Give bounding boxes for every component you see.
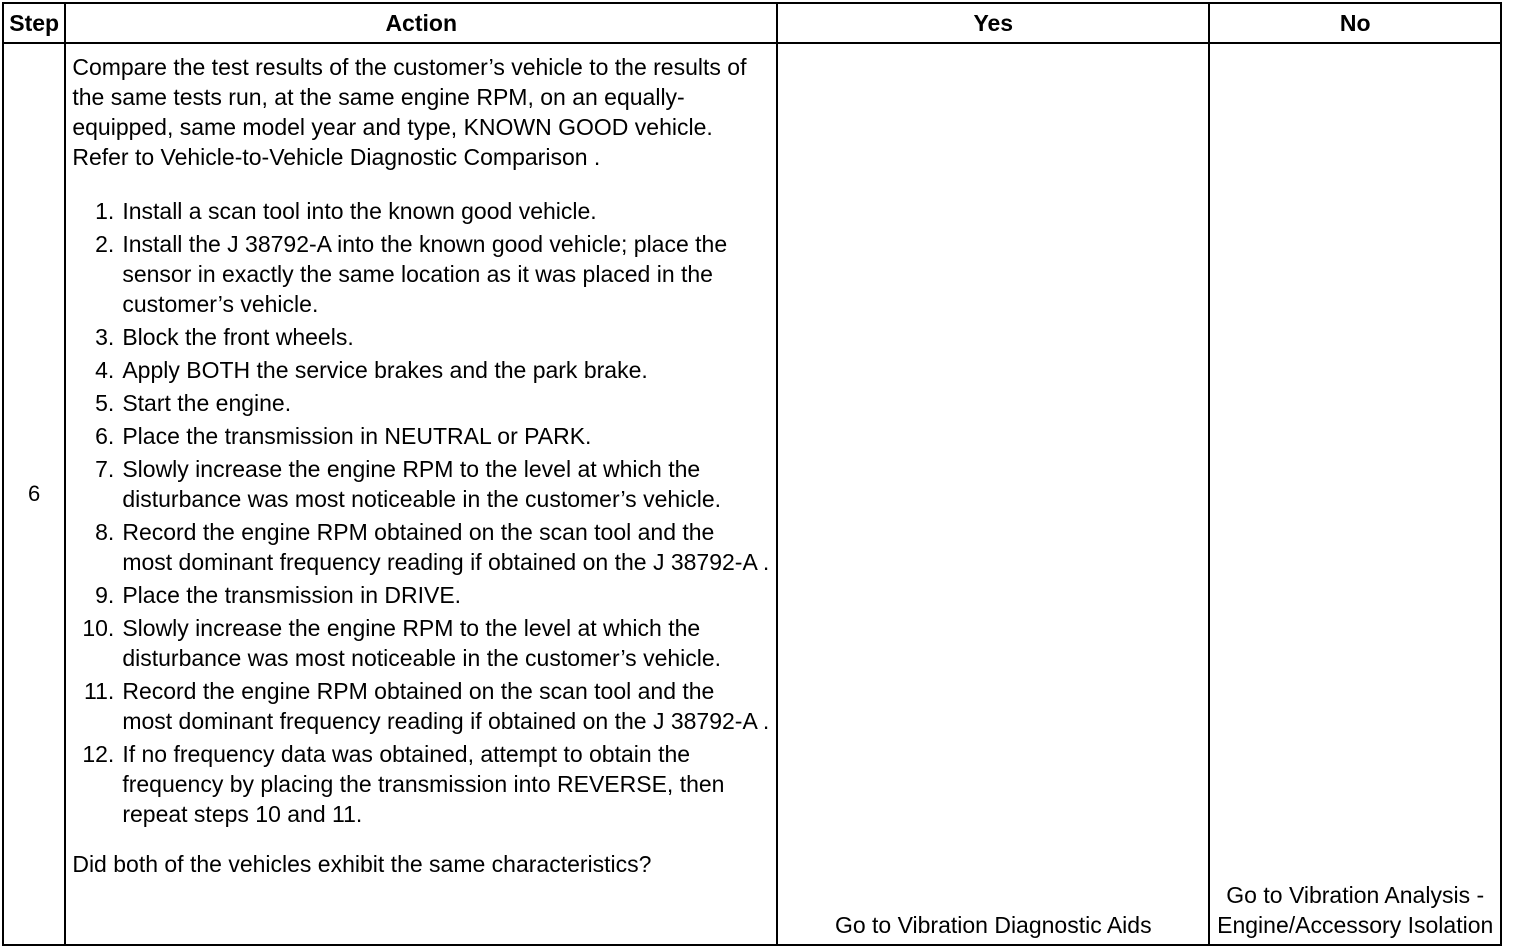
list-item bbox=[72, 613, 770, 673]
list-item bbox=[72, 229, 770, 319]
list-item bbox=[72, 676, 770, 736]
header-row bbox=[3, 3, 1501, 43]
step-item-text: Block the front wheels. bbox=[122, 324, 354, 350]
step-item-number: 11. bbox=[84, 678, 115, 704]
yes-cell bbox=[777, 43, 1209, 945]
step-item-text: Start the engine. bbox=[122, 390, 292, 416]
header-action: Action bbox=[65, 3, 777, 43]
action-question: Did both of the vehicles exhibit the same characteristics? bbox=[72, 851, 652, 877]
action-steps-list bbox=[72, 196, 770, 829]
step-item-number: 6. bbox=[95, 423, 115, 449]
list-item bbox=[72, 322, 770, 352]
step-item-text: Install the J 38792-A into the known good vehicle; place the sensor in exactly the same location as it was placed in the customer’s vehicle. bbox=[122, 231, 728, 317]
no-cell bbox=[1209, 43, 1501, 945]
list-item bbox=[72, 739, 770, 829]
step-item-number: 1. bbox=[95, 198, 115, 224]
header-no: No bbox=[1209, 3, 1501, 43]
action-intro: Compare the test results of the customer’s vehicle to the results of the same tests run, at the same engine RPM, on an equally-equipped, same model year and type, KNOWN GOOD vehicle. Refer to Vehicle-to-Vehicle Diagnostic Comparison . bbox=[72, 54, 747, 170]
list-item bbox=[72, 421, 770, 451]
list-item bbox=[72, 388, 770, 418]
step-item-number: 10. bbox=[82, 615, 115, 641]
header-yes: Yes bbox=[777, 3, 1209, 43]
step-item-text: Place the transmission in DRIVE. bbox=[122, 582, 462, 608]
diagnostic-table bbox=[2, 2, 1502, 946]
action-cell bbox=[65, 43, 777, 945]
step-item-text: Apply BOTH the service brakes and the park brake. bbox=[122, 357, 648, 383]
step-item-number: 3. bbox=[95, 324, 115, 350]
step-item-text: Slowly increase the engine RPM to the level at which the disturbance was most noticeable in the customer’s vehicle. bbox=[122, 615, 722, 671]
step-item-number: 2. bbox=[95, 231, 115, 257]
step-item-number: 4. bbox=[95, 357, 115, 383]
list-item bbox=[72, 355, 770, 385]
table-row bbox=[3, 43, 1501, 945]
step-item-text: If no frequency data was obtained, attempt to obtain the frequency by placing the transmission into REVERSE, then repeat steps 10 and 11. bbox=[122, 741, 725, 827]
yes-link[interactable]: Go to Vibration Diagnostic Aids bbox=[834, 912, 1152, 938]
step-item-number: 9. bbox=[95, 582, 115, 608]
step-item-text: Slowly increase the engine RPM to the level at which the disturbance was most noticeable in the customer’s vehicle. bbox=[122, 456, 722, 512]
list-item bbox=[72, 196, 770, 226]
no-link[interactable]: Go to Vibration Analysis - Engine/Accessory Isolation bbox=[1217, 882, 1494, 938]
header-step: Step bbox=[3, 3, 65, 43]
step-item-text: Record the engine RPM obtained on the scan tool and the most dominant frequency reading if obtained on the J 38792-A . bbox=[122, 519, 770, 575]
step-number: 6 bbox=[3, 43, 65, 945]
step-item-number: 8. bbox=[95, 519, 115, 545]
list-item bbox=[72, 517, 770, 577]
step-item-text: Place the transmission in NEUTRAL or PARK. bbox=[122, 423, 592, 449]
step-item-number: 12. bbox=[82, 741, 115, 767]
list-item bbox=[72, 580, 770, 610]
step-item-number: 5. bbox=[95, 390, 115, 416]
list-item bbox=[72, 454, 770, 514]
step-item-number: 7. bbox=[95, 456, 115, 482]
step-item-text: Install a scan tool into the known good vehicle. bbox=[122, 198, 597, 224]
step-item-text: Record the engine RPM obtained on the scan tool and the most dominant frequency reading if obtained on the J 38792-A . bbox=[122, 678, 770, 734]
